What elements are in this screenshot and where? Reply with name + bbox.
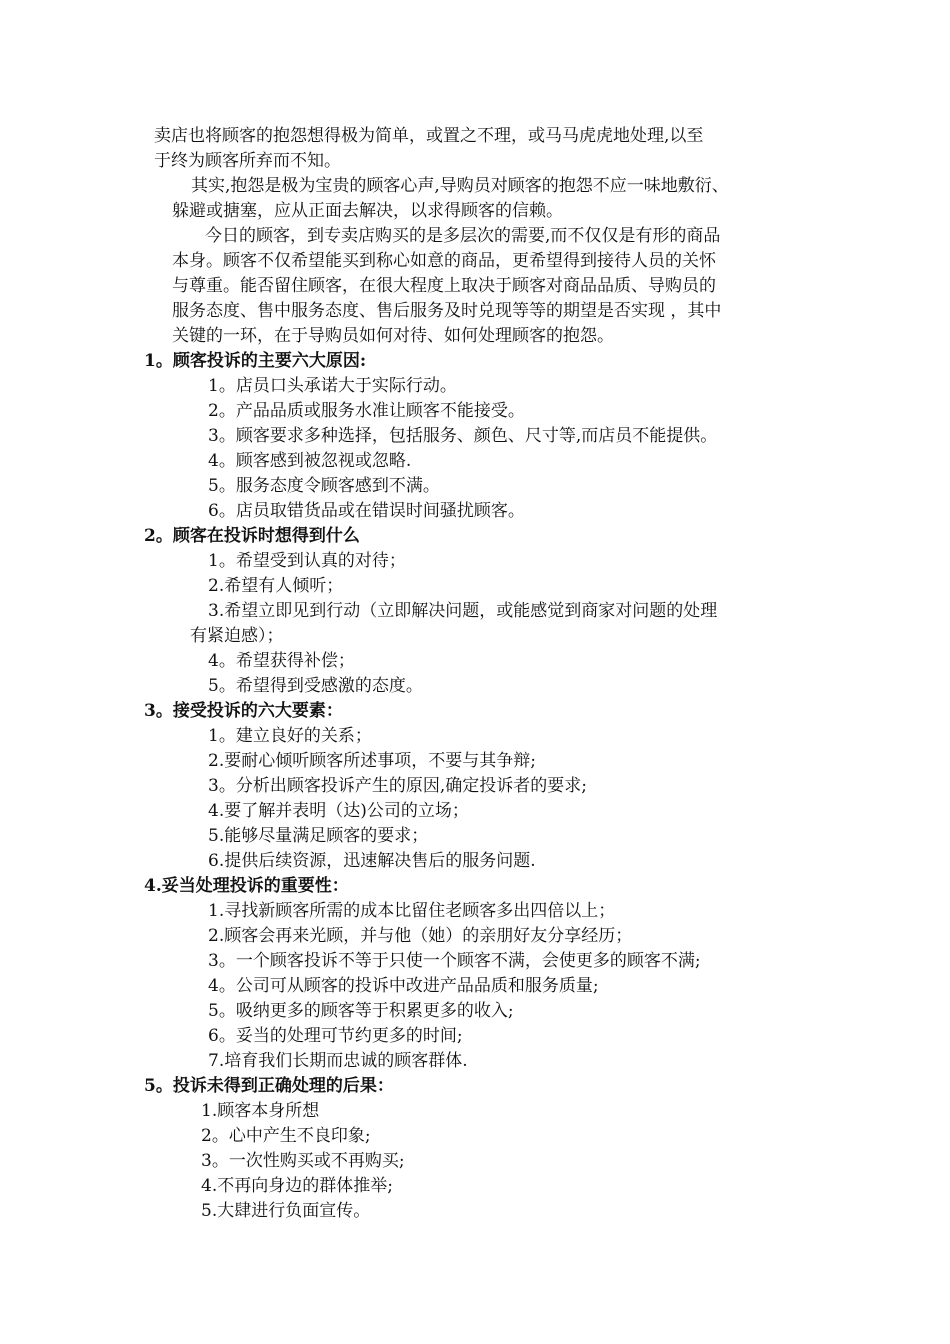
list-item: 5.大肆进行负面宣传。 bbox=[201, 1201, 371, 1221]
list-item: 2.希望有人倾听； bbox=[208, 576, 344, 596]
list-item: 2.要耐心倾听顾客所述事项，不要与其争辩; bbox=[208, 751, 536, 771]
list-item: 5。吸纳更多的顾客等于积累更多的收入; bbox=[208, 1001, 514, 1021]
section-heading: 2。顾客在投诉时想得到什么 bbox=[144, 526, 360, 546]
list-item: 3。一次性购买或不再购买; bbox=[201, 1151, 405, 1171]
intro-line: 本身。顾客不仅希望能买到称心如意的商品，更希望得到接待人员的关怀 bbox=[172, 251, 716, 271]
list-item: 3.希望立即见到行动（立即解决问题，或能感觉到商家对问题的处理 bbox=[208, 601, 718, 621]
list-item: 6.提供后续资源，迅速解决售后的服务问题. bbox=[208, 851, 536, 871]
list-item: 有紧迫感）； bbox=[190, 626, 284, 646]
list-item: 1。建立良好的关系； bbox=[208, 726, 372, 746]
list-item: 5.能够尽量满足顾客的要求； bbox=[208, 826, 429, 846]
list-item: 4。公司可从顾客的投诉中改进产品品质和服务质量; bbox=[208, 976, 599, 996]
list-item: 1.顾客本身所想 bbox=[201, 1101, 320, 1121]
list-item: 1。希望受到认真的对待； bbox=[208, 551, 406, 571]
list-item: 7.培育我们长期而忠诚的顾客群体. bbox=[208, 1051, 468, 1071]
list-item: 6。妥当的处理可节约更多的时间; bbox=[208, 1026, 463, 1046]
section-heading: 4.妥当处理投诉的重要性： bbox=[144, 876, 349, 896]
list-item: 3。顾客要求多种选择，包括服务、颜色、尺寸等,而店员不能提供。 bbox=[208, 426, 718, 446]
list-item: 4.不再向身边的群体推举; bbox=[201, 1176, 393, 1196]
intro-line: 于终为顾客所弃而不知。 bbox=[154, 151, 341, 171]
intro-line: 躲避或搪塞，应从正面去解决，以求得顾客的信赖。 bbox=[172, 201, 563, 221]
section-heading: 1。顾客投诉的主要六大原因: bbox=[144, 351, 367, 371]
list-item: 4.要了解并表明（达)公司的立场； bbox=[208, 801, 469, 821]
intro-line: 服务态度、售中服务态度、售后服务及时兑现等等的期望是否实现 ，其中 bbox=[172, 301, 722, 321]
intro-line: 关键的一环，在于导购员如何对待、如何处理顾客的抱怨。 bbox=[172, 326, 614, 346]
list-item: 2。产品品质或服务水准让顾客不能接受。 bbox=[208, 401, 525, 421]
list-item: 3。分析出顾客投诉产生的原因,确定投诉者的要求; bbox=[208, 776, 587, 796]
intro-line: 卖店也将顾客的抱怨想得极为简单，或置之不理，或马马虎虎地处理,以至 bbox=[154, 126, 704, 146]
list-item: 4。希望获得补偿； bbox=[208, 651, 355, 671]
list-item: 5。希望得到受感激的态度。 bbox=[208, 676, 423, 696]
intro-line: 与尊重。能否留住顾客，在很大程度上取决于顾客对商品品质、导购员的 bbox=[172, 276, 716, 296]
list-item: 5。服务态度令顾客感到不满。 bbox=[208, 476, 440, 496]
section-heading: 5。投诉未得到正确处理的后果： bbox=[144, 1076, 394, 1096]
intro-line: 今日的顾客，到专卖店购买的是多层次的需要,而不仅仅是有形的商品 bbox=[205, 226, 721, 246]
intro-line: 其实,抱怨是极为宝贵的顾客心声,导购员对顾客的抱怨不应一味地敷衍、 bbox=[191, 176, 729, 196]
list-item: 2。心中产生不良印象; bbox=[201, 1126, 371, 1146]
list-item: 1.寻找新顾客所需的成本比留住老顾客多出四倍以上； bbox=[208, 901, 616, 921]
section-heading: 3。接受投诉的六大要素： bbox=[144, 701, 343, 721]
list-item: 1。店员口头承诺大于实际行动。 bbox=[208, 376, 457, 396]
list-item: 4。顾客感到被忽视或忽略. bbox=[208, 451, 412, 471]
list-item: 2.顾客会再来光顾，并与他（她）的亲朋好友分享经历； bbox=[208, 926, 633, 946]
list-item: 3。一个顾客投诉不等于只使一个顾客不满，会使更多的顾客不满; bbox=[208, 951, 701, 971]
list-item: 6。店员取错货品或在错误时间骚扰顾客。 bbox=[208, 501, 525, 521]
